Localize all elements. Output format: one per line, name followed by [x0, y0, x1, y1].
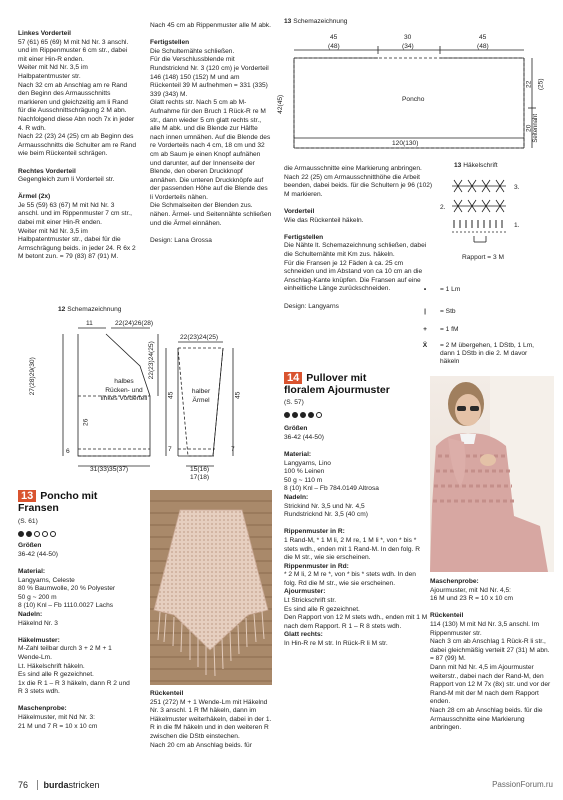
spacer: [18, 559, 136, 568]
legend-text: = Stb: [440, 308, 456, 315]
pullover-right-text: [430, 578, 555, 733]
paragraph: 50 g ~ 110 m: [284, 476, 323, 484]
poncho-photo: [150, 490, 272, 685]
difficulty-dot: [284, 412, 290, 418]
legend-row: [410, 342, 545, 367]
difficulty-dot: [292, 412, 298, 418]
schema-12-body-width: 31(33)35(37): [90, 466, 129, 473]
schema-12-number: 12: [58, 306, 66, 313]
paragraph: 21 M und 7 R = 10 x 10 cm: [18, 722, 98, 730]
paragraph: * 2 M li, 2 M re *, von * bis * stets wdh. In den folg. Rd die M str., wie sie erscheinen.: [284, 571, 416, 587]
schema-12-sleeve-width: 15(16): [190, 466, 210, 473]
brand-bold: burda: [43, 780, 69, 791]
schema-12: [18, 306, 288, 482]
section-heading: Linkes Vorderteil: [18, 30, 72, 37]
section-heading: Größen: [18, 542, 42, 550]
paragraph: 251 (272) M + 1 Wende-Lm mit Häkelnd Nr. 3 anschl. 1 R fM häkeln, dann im Häkelmuster weiterhäkeln, dabei in der 1. R in die fM häkeln und in den weiteren R zwischen die DStb einstechen.: [150, 698, 272, 740]
paragraph: 100 % Leinen: [284, 468, 325, 476]
paragraph: Langyarns, Celeste: [18, 576, 75, 584]
schema-12-body-top-right: 22(24)26(28): [115, 320, 154, 327]
schema-13-right-top-b: (25): [537, 78, 545, 91]
watermark: PassionForum.ru: [492, 780, 553, 790]
section-heading: Ajourmuster:: [284, 588, 326, 596]
page-number: 76: [18, 780, 29, 791]
legend-symbol: +: [423, 326, 427, 333]
legend-symbol: Ẍ: [422, 342, 428, 349]
pullover-difficulty: [284, 412, 429, 422]
paragraph: 1 Rand-M, * 1 M li, 2 M re, 1 M li *, von * bis * stets wdh., enden mit 1 Rand-M. In den folg. R die M str., wie sie erscheinen.: [284, 536, 420, 562]
schema-12-sleeve-width2: 17(18): [190, 474, 210, 481]
spacer: [284, 520, 429, 529]
section-heading: Fertigstellen: [150, 39, 190, 47]
schema-13: [277, 18, 554, 163]
paragraph: Dann mit Nd Nr. 4,5 im Ajourmuster weiterstr., dabei nach der Rand-M, den Rapport von 12 M 7x (8x) str. und vor der Rand-M mit der M nach dem Rapport enden.: [430, 663, 551, 706]
haekelschrift-row-1: 1.: [514, 222, 520, 229]
paragraph: 16 M und 23 R = 10 x 10 cm: [430, 595, 514, 603]
pullover-page-ref: (S. 57): [284, 399, 304, 406]
spacer: [284, 442, 429, 451]
pullover-section: [284, 372, 429, 649]
schema-13-w2b: (34): [402, 43, 414, 50]
spacer: [18, 159, 136, 168]
paragraph: 36-42 (44-50): [18, 550, 58, 558]
paragraph: Nach 20 cm ab Anschlag beids. für: [150, 741, 252, 749]
section-heading: Rückenteil: [150, 690, 184, 697]
schema-12-body-lower: 26: [82, 418, 90, 426]
paragraph: Häkelnd Nr. 3: [18, 619, 58, 627]
difficulty-dot: [50, 531, 56, 537]
paragraph: Langyarns, Lino: [284, 459, 331, 467]
haekelschrift-rapport: Rapport = 3 M: [462, 254, 504, 261]
legend-symbol: •: [423, 286, 427, 293]
poncho-illustration: [150, 490, 272, 685]
schema-12-sleeve-top: 22(23)24(25): [180, 334, 219, 341]
paragraph: Die Nähte lt. Schemazeichnung schließen, dabei die Schulternähte mit Km zus. häkeln.: [284, 242, 427, 258]
difficulty-dot: [300, 412, 306, 418]
section-heading: Glatt rechts:: [284, 631, 323, 639]
spacer: [284, 199, 434, 208]
poncho-page-ref: (S. 61): [18, 518, 38, 525]
poncho-number: 13: [18, 490, 36, 502]
legend-text: = 1 Lm: [440, 286, 461, 293]
schema-13-w3: 45: [479, 34, 487, 41]
schema-12-sleeve-text: halber Ärmel: [191, 388, 211, 404]
paragraph: Nach 28 cm ab Anschlag beids. für die Armausschnitte eine Markierung anbringen.: [430, 706, 543, 732]
difficulty-dot: [316, 412, 322, 418]
spacer: [18, 697, 136, 706]
paragraph: Weiter mit Nd Nr. 3,5 im Halbpatentmuster str., dabei für die Armschrägung beids. in jeder 24. R 6x 2 M betont zun. = 79 (83) 87 (91) M.: [18, 227, 136, 261]
haekelschrift-label: Häkelschrift: [463, 162, 498, 169]
paragraph: Für die Fransen je 12 Fäden à ca. 25 cm schneiden und im Abstand von ca 10 cm an die Anschlag-Kante knüpfen. Die Fransen auf eine einheitliche Länge zurückschneiden.: [284, 259, 423, 293]
paragraph: Nach 22 (25) cm Armausschnitthöhe die Arbeit beenden, dabei beids. für die Schultern je 96 (102) M markieren.: [284, 173, 433, 198]
section-heading: Rückenteil: [430, 612, 464, 620]
pullover-photo: [430, 376, 554, 572]
column-middle-text: [150, 22, 272, 245]
pullover-number: 14: [284, 372, 302, 384]
pullover-title-2: floralem Ajourmuster: [284, 384, 390, 396]
paragraph: 50 g ~ 200 m: [18, 593, 57, 601]
section-heading: Häkelmuster:: [18, 636, 60, 644]
paragraph: M-Zahl teilbar durch 3 + 2 M + 1 Wende-Lm.: [18, 645, 112, 661]
section-heading: Rippenmuster in R:: [284, 528, 345, 536]
schema-13-label: Schemazeichnung: [293, 18, 348, 25]
paragraph: 36-42 (44-50): [284, 433, 324, 441]
schema-12-sleeve-len-l: 45: [167, 391, 175, 399]
paragraph: Nach 3 cm ab Anschlag 1 Rück-R li str., dabei gleichmäßig verteilt 27 (31) M abn. = 87 (99) M.: [430, 638, 550, 663]
difficulty-dot: [34, 531, 40, 537]
schema-13-side-label: Seitennaht: [533, 113, 540, 143]
schema-12-body-mid: 22(23)24(25): [147, 341, 155, 380]
poncho-difficulty: [18, 531, 136, 541]
paragraph: Design: Langyarns: [284, 302, 339, 310]
section-heading: Rechtes Vorderteil: [18, 167, 76, 175]
schema-13-w1b: (48): [328, 43, 340, 50]
section-heading: Material:: [18, 567, 46, 575]
schema-13-right-top: 22: [525, 80, 533, 88]
section-heading: Fertigstellen: [284, 233, 324, 241]
schema-13-w1: 45: [330, 34, 338, 41]
legend-row: [410, 308, 545, 316]
section-heading: Maschenprobe:: [430, 578, 479, 585]
schema-13-right-bot: 20: [525, 124, 533, 132]
difficulty-dot: [42, 531, 48, 537]
haekel-legend: [410, 286, 555, 376]
schema-12-body-text: halbes Rücken- und linkes Vorderteil: [100, 378, 148, 403]
paragraph: Rundstricknd Nr. 3,5 (40 cm): [284, 511, 368, 519]
legend-text: = 1 fM: [440, 326, 459, 333]
legend-text: = 2 M übergehen, 1 DStb, 1 Lm, dann 1 DStb in die 2. M davor häkeln: [440, 342, 535, 366]
paragraph: 1x die R 1 – R 3 häkeln, dann R 2 und R 3 stets wdh.: [18, 679, 130, 696]
paragraph: Strickind Nr. 3,5 und Nr. 4,5: [284, 502, 365, 510]
schema-13-w3b: (48): [477, 43, 489, 50]
schema-12-sleeve-bottom: 7: [168, 446, 172, 453]
spacer: [284, 225, 434, 234]
section-heading: Material:: [284, 450, 312, 458]
section-heading: Größen: [284, 425, 308, 433]
paragraph: 57 (61) 65 (69) M mit Nd Nr. 3 anschl. und im Rippenmuster 6 cm str., dabei mit einer Hin-R enden.: [18, 38, 129, 63]
paragraph: Nach 32 cm ab Anschlag am re Rand den Beginn des Armausschnitts markieren und gleichzeitig am li Rand für die Ausschnittschrägung 2 M abn. Nachfolgend diese Abn noch 7x in jeder 4. R wdh.: [18, 81, 135, 132]
section-heading: Vorderteil: [284, 207, 315, 215]
schema-12-sleeve-len-r: 45: [234, 391, 242, 399]
spacer: [150, 228, 272, 237]
paragraph: Es sind alle R gezeichnet.: [18, 671, 94, 679]
spacer: [430, 604, 555, 613]
paragraph: Den Rapport von 12 M stets wdh., enden mit 1 M nach dem Rapport. R 1 – R 8 stets wdh.: [284, 614, 428, 630]
section-heading: Ärmel (2x): [18, 193, 51, 201]
paragraph: Gegengleich zum li Vorderteil str.: [18, 176, 115, 184]
paragraph: 8 (10) Knl – Fb 784.0149 Altrosa: [284, 485, 379, 493]
schema-12-body-bottom: 6: [66, 448, 70, 455]
pullover-title-1: Pullover mit: [306, 372, 367, 384]
paragraph: 8 (10) Knl – Fb 1110.0027 Lachs: [18, 602, 114, 610]
paragraph: Die Schmalseiten der Blenden zus. nähen. Ärmel- und Seitennähte schließen und die Ärmel einnähen.: [150, 202, 272, 227]
paragraph: Je 55 (59) 63 (67) M mit Nd Nr. 3 anschl. und im Rippenmuster 7 cm str., dabei mit einer Hin-R enden.: [18, 201, 132, 227]
paragraph: Nach 22 (23) 24 (25) cm ab Beginn des Armausschnitts die Schulter am re Rand wie beim Rückenteil schrägen.: [18, 133, 137, 158]
paragraph: Häkelmuster, mit Nd Nr. 3:: [18, 714, 95, 722]
haekelschrift-number: 13: [454, 162, 462, 169]
paragraph: die Armausschnitte eine Markierung anbringen.: [284, 165, 422, 172]
schema-13-w2: 30: [404, 34, 412, 41]
schema-13-number: 13: [284, 18, 292, 25]
schema-13-height: 42(45): [277, 94, 285, 114]
paragraph: 114 (130) M mit Nd Nr. 3,5 anschl. Im Rippenmuster str.: [430, 620, 540, 637]
paragraph: Für die Verschlussblende mit Rundstricknd Nr. 3 (120 cm) je Vorderteil 146 (148) 150 (152) M und am Rückenteil 39 M aufnehmen = 331 (335) 339 (343) M.: [150, 56, 269, 98]
schema-12-body-top: 11: [86, 320, 93, 327]
legend-symbol: |: [424, 308, 426, 315]
haekelschrift-chart: [448, 172, 538, 252]
paragraph: Glatt rechts str. Nach 5 cm ab M-Aufnahme für den Bruch 1 Rück-R re M str., dann wieder 5 cm glatt rechts str., alle M abk. und die Blende zur Hälfte nach innen umnähen. Auf die Blende des re Vorderteils nach 4 cm, 18 cm und 32 cm ab Saum je einen Knopf aufnähen und darunter, auf der Innenseite der Blende, den oberen Druckknopf annähen. Die unteren Druckknöpfe auf der passenden Höhe auf die Blende des li Vorderteils nähen.: [150, 99, 271, 201]
legend-row: [410, 326, 545, 334]
haekelschrift-row-3: 3.: [514, 184, 520, 191]
paragraph: Die Schulternähte schließen.: [150, 47, 235, 55]
section-heading: Nadeln:: [18, 610, 43, 618]
paragraph: Design: Lana Grossa: [150, 236, 212, 244]
brand-rest: stricken: [68, 780, 100, 791]
paragraph: Wie das Rückenteil häkeln.: [284, 216, 364, 224]
section-heading: Maschenprobe:: [18, 705, 67, 713]
poncho-rueckenteil-text: [150, 690, 272, 750]
schema-12-sleeve-bottom-r: 7: [231, 446, 235, 453]
schema-13-bottom: 120(130): [392, 140, 419, 147]
paragraph: Lt. Häkelschrift häkeln.: [18, 662, 85, 670]
difficulty-dot: [26, 531, 32, 537]
paragraph: Lt Strickschrift str.: [284, 597, 337, 605]
paragraph: Ajourmuster, mit Nd Nr. 4,5:: [430, 586, 511, 594]
paragraph: Weiter mit Nd Nr. 3,5 im Halbpatentmuster str.: [18, 64, 88, 80]
paragraph: 80 % Baumwolle, 20 % Polyester: [18, 585, 116, 593]
spacer: [18, 628, 136, 637]
column-left-text: [18, 30, 136, 262]
difficulty-dot: [18, 531, 24, 537]
pullover-illustration: [430, 376, 554, 572]
spacer: [150, 31, 272, 40]
paragraph: In Hin-R re M str. In Rück-R li M str.: [284, 640, 388, 648]
schema-13-drawing: [284, 18, 554, 163]
footer: [18, 781, 100, 790]
legend-row: [410, 286, 545, 294]
haekelschrift-row-2: 2.: [440, 204, 446, 211]
paragraph: Nach 45 cm ab Rippenmuster alle M abk.: [150, 22, 271, 29]
section-heading: Nadeln:: [284, 493, 309, 501]
section-heading: Rippenmuster in Rd:: [284, 562, 349, 570]
poncho-section: [18, 490, 136, 731]
paragraph: Es sind alle R gezeichnet.: [284, 605, 360, 613]
poncho-title: Poncho mit Fransen: [18, 490, 98, 514]
schema-13-center: Poncho: [402, 96, 425, 103]
schema-12-label: Schemazeichnung: [67, 306, 122, 313]
spacer: [18, 185, 136, 194]
difficulty-dot: [308, 412, 314, 418]
schema-12-body-height: 27(28)29(30): [28, 357, 36, 396]
